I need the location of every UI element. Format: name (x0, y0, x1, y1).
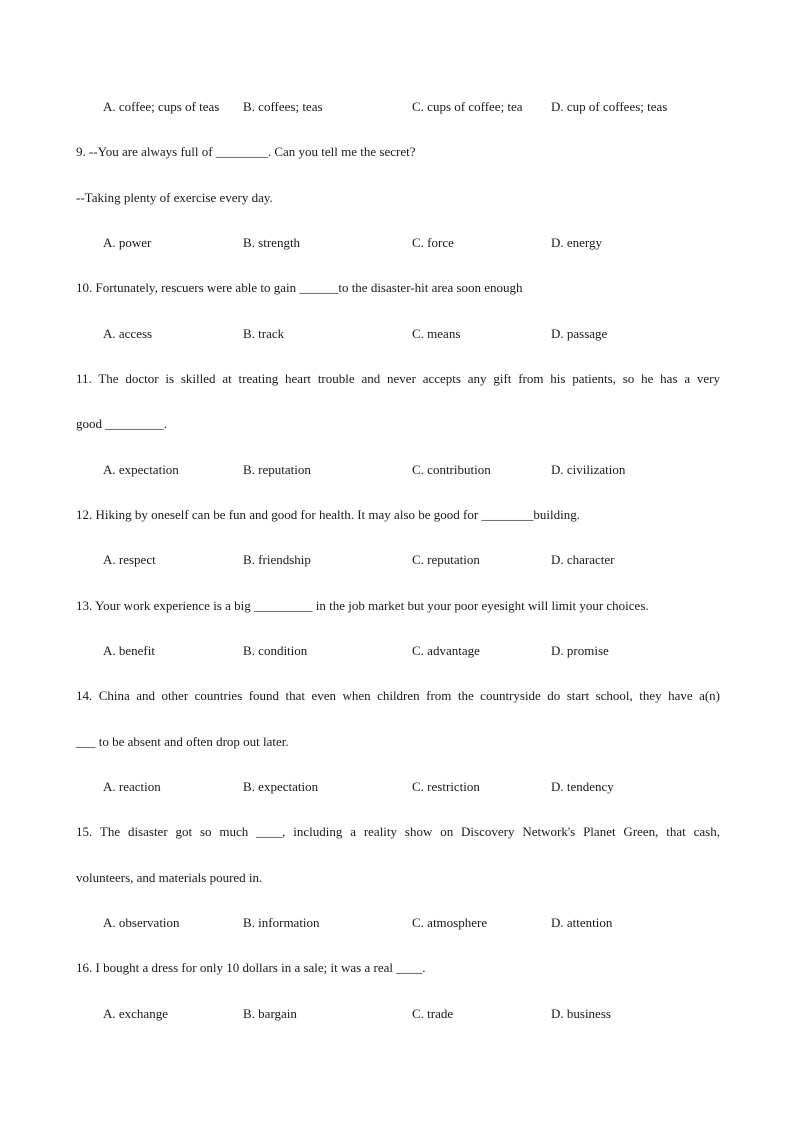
option-d: D. energy (551, 235, 603, 250)
option-c: C. advantage (412, 643, 480, 658)
question-stem: 12. Hiking by oneself can be fun and good for health. It may also be good for ________building. (76, 507, 581, 522)
option-b: B. information (243, 915, 320, 930)
option-b: B. condition (243, 643, 308, 658)
option-c: C. force (412, 235, 454, 250)
option-c: C. cups of coffee; tea (412, 99, 523, 114)
option-d: D. civilization (551, 462, 626, 477)
question-stem: 9. --You are always full of ________. Can you tell me the secret? (76, 144, 416, 159)
question-stem-continued: volunteers, and materials poured in. (76, 870, 263, 885)
option-b: B. friendship (243, 552, 311, 567)
option-d: D. cup of coffees; teas (551, 99, 668, 114)
question-stem-continued: good _________. (76, 416, 167, 431)
option-a: A. coffee; cups of teas (103, 99, 220, 114)
question-stem: 10. Fortunately, rescuers were able to gain ______to the disaster-hit area soon enough (76, 280, 523, 295)
option-d: D. tendency (551, 779, 614, 794)
option-a: A. power (103, 235, 152, 250)
option-a: A. expectation (103, 462, 179, 477)
option-b: B. expectation (243, 779, 319, 794)
question-stem-continued: ___ to be absent and often drop out later. (76, 734, 289, 749)
question-stem: 13. Your work experience is a big _________ in the job market but your poor eyesight will limit your choices. (76, 598, 649, 613)
option-b: B. coffees; teas (243, 99, 323, 114)
option-d: D. business (551, 1006, 611, 1021)
option-a: A. benefit (103, 643, 155, 658)
option-a: A. access (103, 326, 153, 341)
option-d: D. attention (551, 915, 613, 930)
question-stem: 15. The disaster got so much ____, including a reality show on Discovery Network's Planet Green, that cash, (76, 824, 720, 839)
option-c: C. contribution (412, 462, 491, 477)
question-stem: 14. China and other countries found that even when children from the countryside do start school, they have a(n) (76, 688, 720, 703)
option-b: B. strength (243, 235, 301, 250)
question-reply: --Taking plenty of exercise every day. (76, 190, 273, 205)
option-b: B. track (243, 326, 285, 341)
question-stem: 11. The doctor is skilled at treating heart trouble and never accepts any gift from his patients, so he has a very (76, 371, 720, 386)
question-stem: 16. I bought a dress for only 10 dollars in a sale; it was a real ____. (76, 960, 426, 975)
option-c: C. reputation (412, 552, 480, 567)
option-b: B. reputation (243, 462, 311, 477)
option-a: A. reaction (103, 779, 161, 794)
option-c: C. atmosphere (412, 915, 488, 930)
option-d: D. character (551, 552, 615, 567)
option-d: D. promise (551, 643, 609, 658)
option-b: B. bargain (243, 1006, 297, 1021)
option-a: A. observation (103, 915, 180, 930)
option-d: D. passage (551, 326, 608, 341)
option-a: A. exchange (103, 1006, 168, 1021)
option-c: C. restriction (412, 779, 480, 794)
option-c: C. trade (412, 1006, 454, 1021)
option-a: A. respect (103, 552, 156, 567)
option-c: C. means (412, 326, 461, 341)
